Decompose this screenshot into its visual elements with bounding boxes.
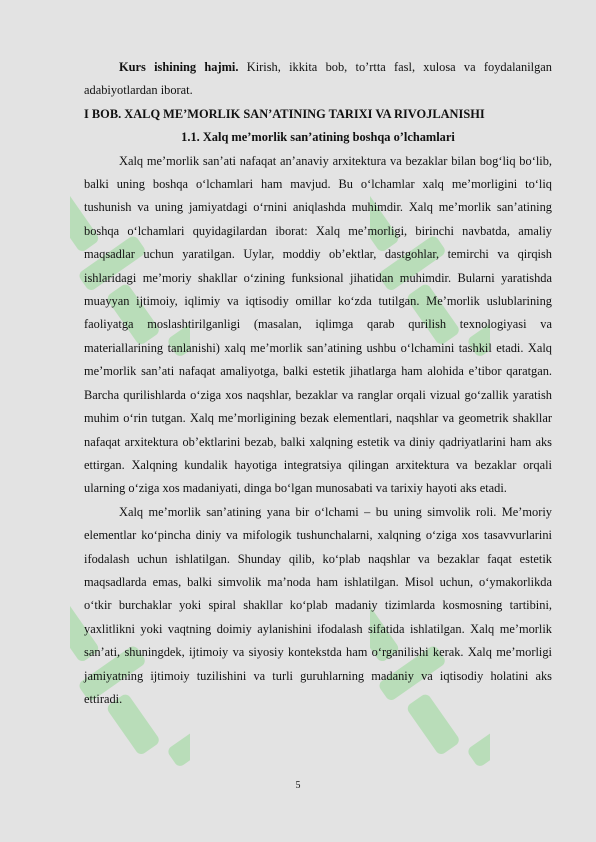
body-paragraph: Xalq me’morlik san’ati nafaqat an’anaviy arxitektura va bezaklar bilan bog‘liq bo‘lib, balki uning boshqa o‘lchamlari ham mavjud. Bu o‘lchamlar xalq me’morligini to‘liq tushunish va uning jamiyatdagi o‘rnini aniqlashda muhimdir. Xalq me’morlik san’atining boshqa o‘lchamlari quyidagilardan iborat: Xalq me’morligi, birinchi navbatda, amaliy maqsadlar uchun yaratilgan. Uylar, moddiy ob’ektlar, dastgohlar, temirchi va qirqish ishlaridagi me’moriy shakllar o‘zining funksional jihatidan muhimdir. Bularni yaratishda muayyan ijtimoiy, iqlimiy va iqtisodiy omillar ko‘zda tutilgan. Me’morlik uslublarining faoliyatga moslashtirilganligi (masalan, iqlimga qarab qurilish texnologiyasi va materiallarining tanlanishi) xalq me’morlik san’atining ushbu o‘lchamini tashkil etadi. Xalq me’morlik san’ati nafaqat amaliyotga, balki estetik jihatlarga ham alohida e’tibor qaratgan. Barcha qurilishlarda o‘ziga xos naqshlar, bezaklar va ranglar orqali vizual go‘zallik yaratish muhim o‘rin tutgan. Xalq me’morligining bezak elementlari, naqshlar va geometrik shakllar nafaqat arxitektura ob’ektlarini bezab, balki xalqning estetik va diniy qadriyatlarini ham aks ettirgan. Xalqning kundalik hayotiga integratsiya qilingan arxitektura va bezaklar orqali ularning o‘ziga xos madaniyati, dinga bo‘lgan munosabati va tarixiy hayoti aks etadi.: [84, 153, 552, 496]
page-number: 5: [295, 780, 301, 791]
intro-paragraph: [84, 56, 552, 103]
section-title: 1.1. Xalq me’morlik san’atining boshqa o’lchamlari: [181, 130, 455, 145]
chapter-title: I BOB. XALQ ME’MORLIK SAN’ATINING TARIXI VA RIVOJLANISHI: [84, 106, 485, 121]
body-paragraph: Xalq me’morlik san’atining yana bir o‘lchami – bu uning simvolik roli. Me’moriy elementlar ko‘pincha diniy va mifologik tushunchalarni, xalqning o‘ziga xos tasavvurlarini ifodalash uchun ishlatilgan. Shunday qilib, ko‘plab naqshlar va bezaklar faqat estetik maqsadlarda emas, balki simvolik ma’noda ham ishlatilgan. Misol uchun, o‘ymakorlikda o‘tkir burchaklar yoki spiral shakllar ko‘plab madaniy tizimlarda kosmosning tartibini, yaxlitlikni yoki vaqtning doimiy aylanishini ifodalash sifatida ishlatilgan. Xalq me’morlik san’ati, shuningdek, ijtimoiy va siyosiy kontekstda ham o‘rganilishi kerak. Xalq me’morligi jamiyatning ijtimoiy tuzilishini va turli guruhlarning madaniy va iqtisodiy holatini aks ettiradi.: [84, 504, 552, 706]
document-body: [84, 56, 552, 711]
intro-text: Kirish, ikkita bob, to’rtta fasl, xulosa va foydalanilgan adabiyotlardan iborat.: [84, 60, 552, 98]
intro-lead: Kurs ishining hajmi.: [119, 60, 239, 74]
